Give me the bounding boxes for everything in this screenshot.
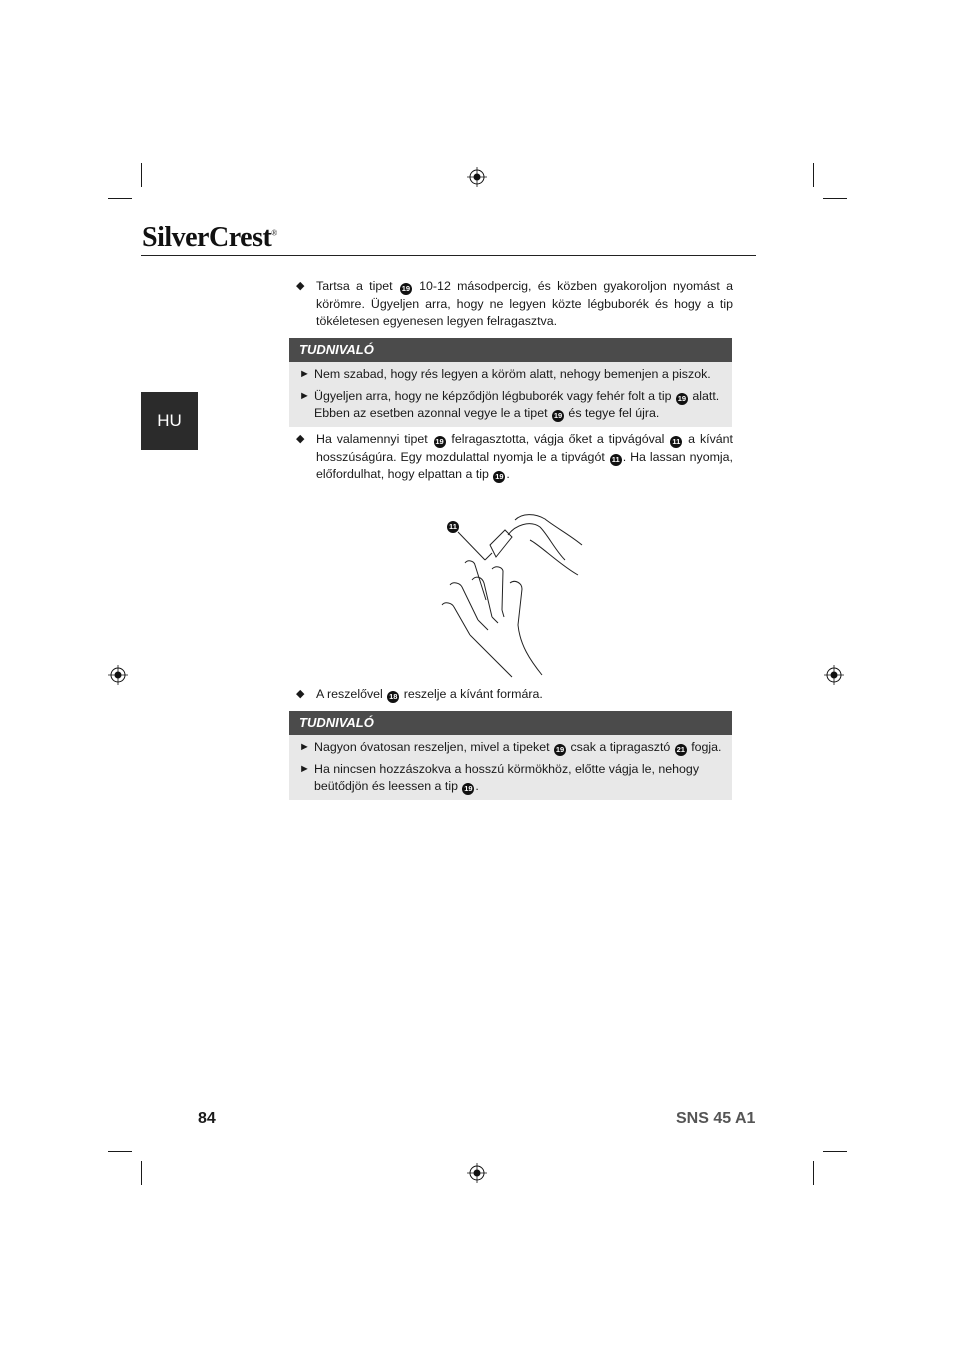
step-text: Ha valamennyi tipet 19 felragasztotta, vágja őket a tipvágóval 11 a kívánt hosszúságúra. Egy mozdulattal nyomja le a tipvágót 11 . Ha lassan nyomja, előfordulhat, hogy elpattan a tip 19 . [316,432,734,481]
page-number: 84 [198,1110,216,1127]
registration-mark-icon [467,1163,487,1183]
figure-callout: 11 [447,521,459,533]
arrow-bullet-icon: ► [299,389,310,402]
registration-mark-icon [824,665,844,685]
note-body [289,735,732,800]
crop-mark [108,1151,132,1152]
registration-mark-icon [467,167,487,187]
hand-drawing [430,505,590,680]
crop-mark [108,198,132,199]
part-number-badge: 19 [495,472,504,481]
part-number-badge: 19 [464,784,473,793]
crop-mark [141,1161,142,1185]
part-number-badge: 19 [401,284,411,293]
arrow-bullet-icon: ► [299,741,310,753]
crop-mark [823,1151,847,1152]
note-header: TUDNIVALÓ [289,711,732,735]
crop-mark [823,198,847,199]
part-number-badge: 21 [676,745,685,754]
note-item: ► Ha nincsen hozzászokva a hosszú körmökhöz, előtte vágja le, nehogy beütődjön és leessen a tip 19 . [299,761,700,793]
registration-mark-icon [108,665,128,685]
arrow-bullet-icon: ► [299,762,310,775]
step-text: Tartsa a tipet 19 10-12 másodpercig, és közben gyakoroljon nyomást a körömre. Ügyeljen arra, hogy ne legyen közte légbuborék és hogy a tip tökéletesen egyenesen legyen felragasztva. [316,279,733,328]
instruction-step [296,278,733,331]
arrow-bullet-icon: ► [299,368,310,380]
nail-tip-cutting-illustration [430,505,590,680]
logo-trademark: ® [271,228,277,238]
crop-mark [141,163,142,187]
model-number: SNS 45 A1 [676,1110,756,1127]
header-rule [141,255,756,256]
diamond-bullet-icon: ◆ [296,688,305,700]
step-text: A reszelővel 18 reszelje a kívánt formára. [316,687,543,701]
language-tab [141,392,198,450]
part-number-badge: 19 [435,437,444,446]
part-number-badge: 19 [555,745,565,754]
note-header: TUDNIVALÓ [289,338,732,362]
crop-mark [813,163,814,187]
logo-word-2: Crest [209,222,272,253]
note-item: ► Nem szabad, hogy rés legyen a köröm alatt, nehogy bemenjen a piszok. [299,366,722,384]
part-number-badge: 11 [670,436,682,448]
instruction-step [296,431,733,484]
note-body [289,362,732,427]
brand-logo [142,222,277,254]
note-item: ► Nagyon óvatosan reszeljen, mivel a tipeket 19 csak a tipragasztó 21 fogja. [299,739,722,757]
crop-mark [813,1161,814,1185]
diamond-bullet-icon: ◆ [296,280,305,292]
instruction-step [296,686,733,704]
logo-word-1: Silver [142,222,209,253]
part-number-badge: 18 [389,692,398,701]
language-code: HU [157,411,182,430]
part-number-badge: 19 [553,411,563,420]
part-number-badge: 19 [677,393,687,403]
part-number-badge: 11 [610,454,622,466]
note-item: ► Ügyeljen arra, hogy ne képződjön légbuborék vagy fehér folt a tip 19 alatt. Ebben az esetben azonnal vegye le a tipet 19 és tegye fel újra. [299,388,720,420]
diamond-bullet-icon: ◆ [296,433,305,445]
